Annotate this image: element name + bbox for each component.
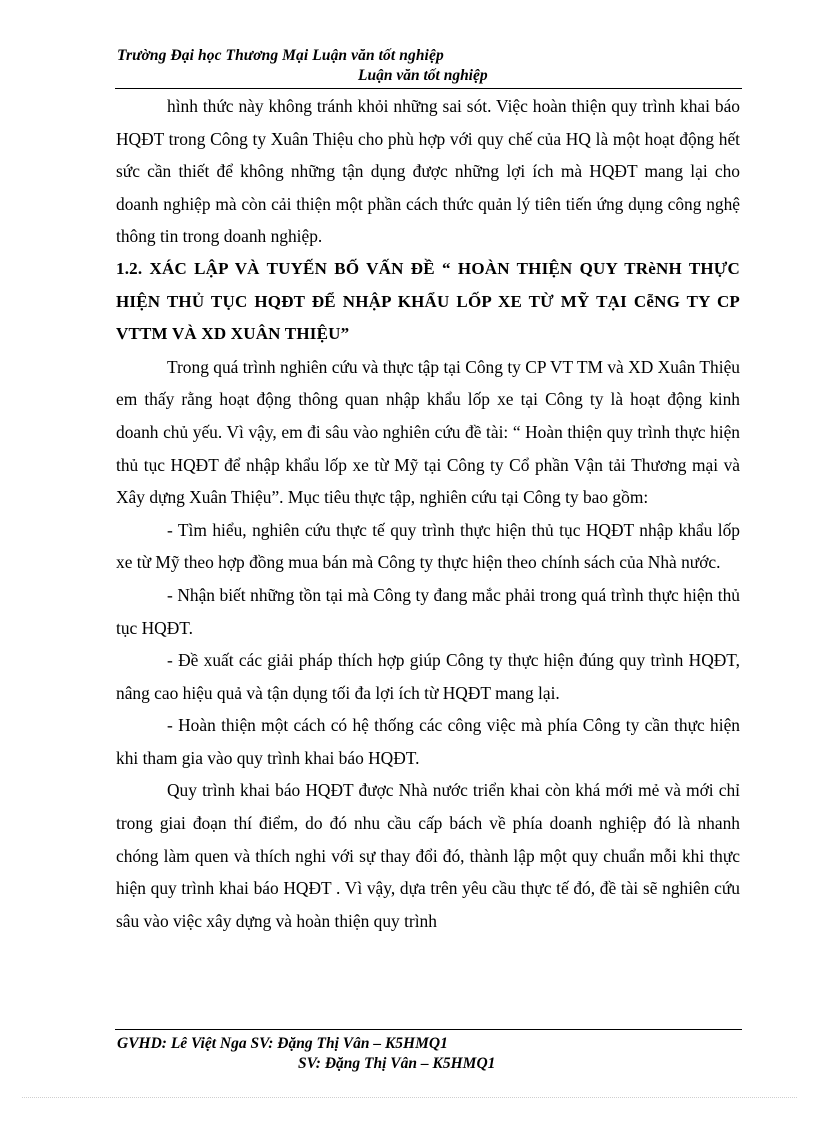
bullet-item-2: - Nhận biết những tồn tại mà Công ty đang mắc phải trong quá trình thực hiện thủ tục HQĐT. (116, 584, 740, 638)
footer-divider (115, 1029, 742, 1030)
bullet-item-3: - Đề xuất các giải pháp thích hợp giúp Công ty thực hiện đúng quy trình HQĐT, nâng cao hiệu quả và tận dụng tối đa lợi ích từ HQĐT mang lại. (116, 650, 740, 703)
section-heading: 1.2. XÁC LẬP VÀ TUYẾN BỐ VẤN ĐỀ “ HOÀN THIỆN QUY TRèNH THỰC HIỆN THỦ TỤC HQĐT ĐỂ NHẬP KHẨU LỐP XE TỪ MỸ TẠI CễNG TY CP VTTM VÀ XD XUÂN THIỆU” (116, 258, 740, 344)
paragraph-intro: hình thức này không tránh khỏi những sai sót. Việc hoàn thiện quy trình khai báo HQĐT trong Công ty Xuân Thiệu cho phù hợp với quy chế của HQ là một hoạt động hết sức cần thiết để không những tận dụng được những lợi ích mà HQĐT mang lại cho doanh nghiệp mà còn cải thiện một phần cách thức quản lý tiên tiến ứng dụng công nghệ thông tin trong doanh nghiệp. (116, 96, 740, 247)
footer-student: SV: Đặng Thị Vân – K5HMQ1 (298, 1055, 496, 1072)
paragraph-procedure: Quy trình khai báo HQĐT được Nhà nước triển khai còn khá mới mẻ và mới chỉ trong giai đoạn thí điểm, do đó nhu cầu cấp bách về phía doanh nghiệp đó là nhanh chóng làm quen và thích nghi với sự thay đổi đó, thành lập một quy chuẩn mỗi khi thực hiện quy trình khai báo HQĐT . Vì vậy, dựa trên yêu cầu thực tế đó, đề tài sẽ nghiên cứu sâu vào việc xây dựng và hoàn thiện quy trình (116, 780, 740, 931)
bullet-item-4: - Hoàn thiện một cách có hệ thống các công việc mà phía Công ty cần thực hiện khi tham gia vào quy trình khai báo HQĐT. (116, 715, 740, 768)
page-body (116, 90, 740, 937)
header-divider (115, 88, 742, 89)
header-thesis-title: Luận văn tốt nghiệp (358, 67, 488, 84)
paragraph-research: Trong quá trình nghiên cứu và thực tập tại Công ty CP VT TM và XD Xuân Thiệu em thấy rằng hoạt động thông quan nhập khẩu lốp xe tại Công ty là hoạt động kinh doanh chủ yếu. Vì vậy, em đi sâu vào nghiên cứu đề tài: “ Hoàn thiện quy trình thực hiện thủ tục HQĐT để nhập khẩu lốp xe từ Mỹ tại Công ty Cổ phần Vận tải Thương mại và Xây dựng Xuân Thiệu”. Mục tiêu thực tập, nghiên cứu tại Công ty bao gồm: (116, 356, 740, 508)
bullet-item-1: - Tìm hiểu, nghiên cứu thực tế quy trình thực hiện thủ tục HQĐT nhập khẩu lốp xe từ Mỹ theo hợp đồng mua bán mà Công ty thực hiện theo chính sách của Nhà nước. (116, 519, 740, 573)
footer-advisor-student: GVHD: Lê Việt Nga SV: Đặng Thị Vân – K5HMQ1 (117, 1035, 448, 1052)
page-bottom-edge (22, 1097, 797, 1098)
header-school-thesis: Trường Đại học Thương Mại Luận văn tốt nghiệp (117, 47, 444, 64)
